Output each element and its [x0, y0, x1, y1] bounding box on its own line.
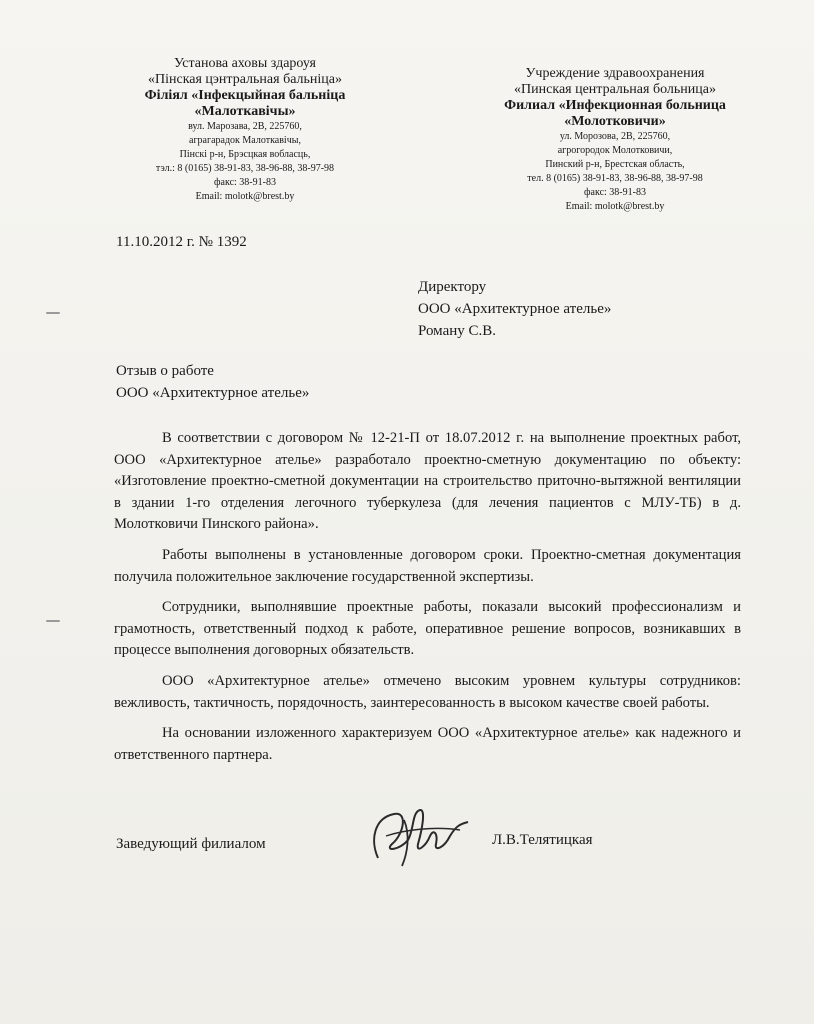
handwritten-signature	[364, 800, 474, 870]
letterhead-line: «Малоткавічы»	[194, 104, 296, 119]
date-and-number: 11.10.2012 г. № 1392	[116, 234, 247, 250]
subject-block	[116, 360, 309, 404]
punch-hole-mark	[46, 312, 60, 314]
letterhead-line: агрогородок Молотковичи,	[557, 145, 673, 156]
letterhead-line: «Пинская центральная больница»	[514, 82, 716, 97]
letterhead-belarusian	[100, 56, 390, 204]
recipient-block	[418, 276, 611, 342]
recipient-position: Директору	[418, 279, 487, 295]
body-paragraph: ООО «Архитектурное ателье» отмечено высоким уровнем культуры сотрудников: вежливость, тактичность, порядочность, заинтересованность в высоком качестве своей работы.	[114, 672, 741, 711]
signatory-name: Л.В.Телятицкая	[492, 832, 593, 848]
letterhead-line: аграгарадок Малоткавічы,	[189, 135, 301, 146]
letterhead-line: ул. Морозова, 2В, 225760,	[559, 131, 671, 142]
letterhead-line: «Пінская цэнтральная бальніца»	[147, 72, 342, 87]
recipient-company: ООО «Архитектурное ателье»	[418, 301, 612, 317]
punch-hole-mark	[46, 620, 60, 622]
letterhead-line: Філіял «Інфекцыйная бальніца	[144, 88, 346, 103]
letterhead-line: Учреждение здравоохранения	[525, 66, 705, 81]
letterhead-line: Email: molotk@brest.by	[565, 201, 665, 212]
body-paragraph: На основании изложенного характеризуем ООО «Архитектурное ателье» как надежного и ответственного партнера.	[114, 725, 741, 763]
letterhead-line: факс: 38-91-83	[214, 177, 276, 188]
letterhead-line: Пинский р-н, Брестская область,	[545, 159, 685, 170]
subject-line: Отзыв о работе	[116, 363, 214, 379]
letterhead-line: Email: molotk@brest.by	[195, 191, 295, 202]
body-paragraph: Сотрудники, выполнявшие проектные работы, показали высокий профессионализм и грамотность, ответственный подход к работе, оперативное решение вопросов, возникавших в процессе выполнения договорных обязательств.	[114, 599, 741, 659]
letterhead-russian	[470, 66, 760, 214]
letterhead-line: Установа аховы здароуя	[174, 56, 316, 71]
letterhead-line: тел. 8 (0165) 38-91-83, 38-96-88, 38-97-98	[527, 173, 703, 184]
body-paragraph: Работы выполнены в установленные договором сроки. Проектно-сметная документация получила положительное заключение государственной экспертизы.	[114, 546, 741, 585]
letterhead-line: вул. Марозава, 2В, 225760,	[188, 121, 302, 132]
letterhead-line: факс: 38-91-83	[584, 187, 646, 198]
recipient-name: Роману С.В.	[418, 323, 497, 339]
letterhead-line: Филиал «Инфекционная больница	[504, 98, 726, 113]
letterhead-line: тэл.: 8 (0165) 38-91-83, 38-96-88, 38-97-98	[155, 163, 335, 174]
body-paragraph: В соответствии с договором № 12-21-П от 18.07.2012 г. на выполнение проектных работ, ООО «Архитектурное ателье» разработало проектно-сметную документацию по объекту: «Изготовление проектно-сметной документации на строительство приточно-вытяжной вентиляции в здании 1-го отделения легочного туберкулеза (для лечения пациентов с МЛУ-ТБ) в д. Молотковичи Пинского района».	[114, 430, 741, 533]
letter-body	[114, 428, 741, 775]
letterhead-line: Пінскі р-н, Брэсцкая вобласць,	[179, 149, 311, 160]
subject-line: ООО «Архитектурное ателье»	[116, 385, 310, 401]
signatory-title: Заведующий филиалом	[116, 836, 266, 852]
letterhead-line: «Молотковичи»	[564, 114, 666, 129]
